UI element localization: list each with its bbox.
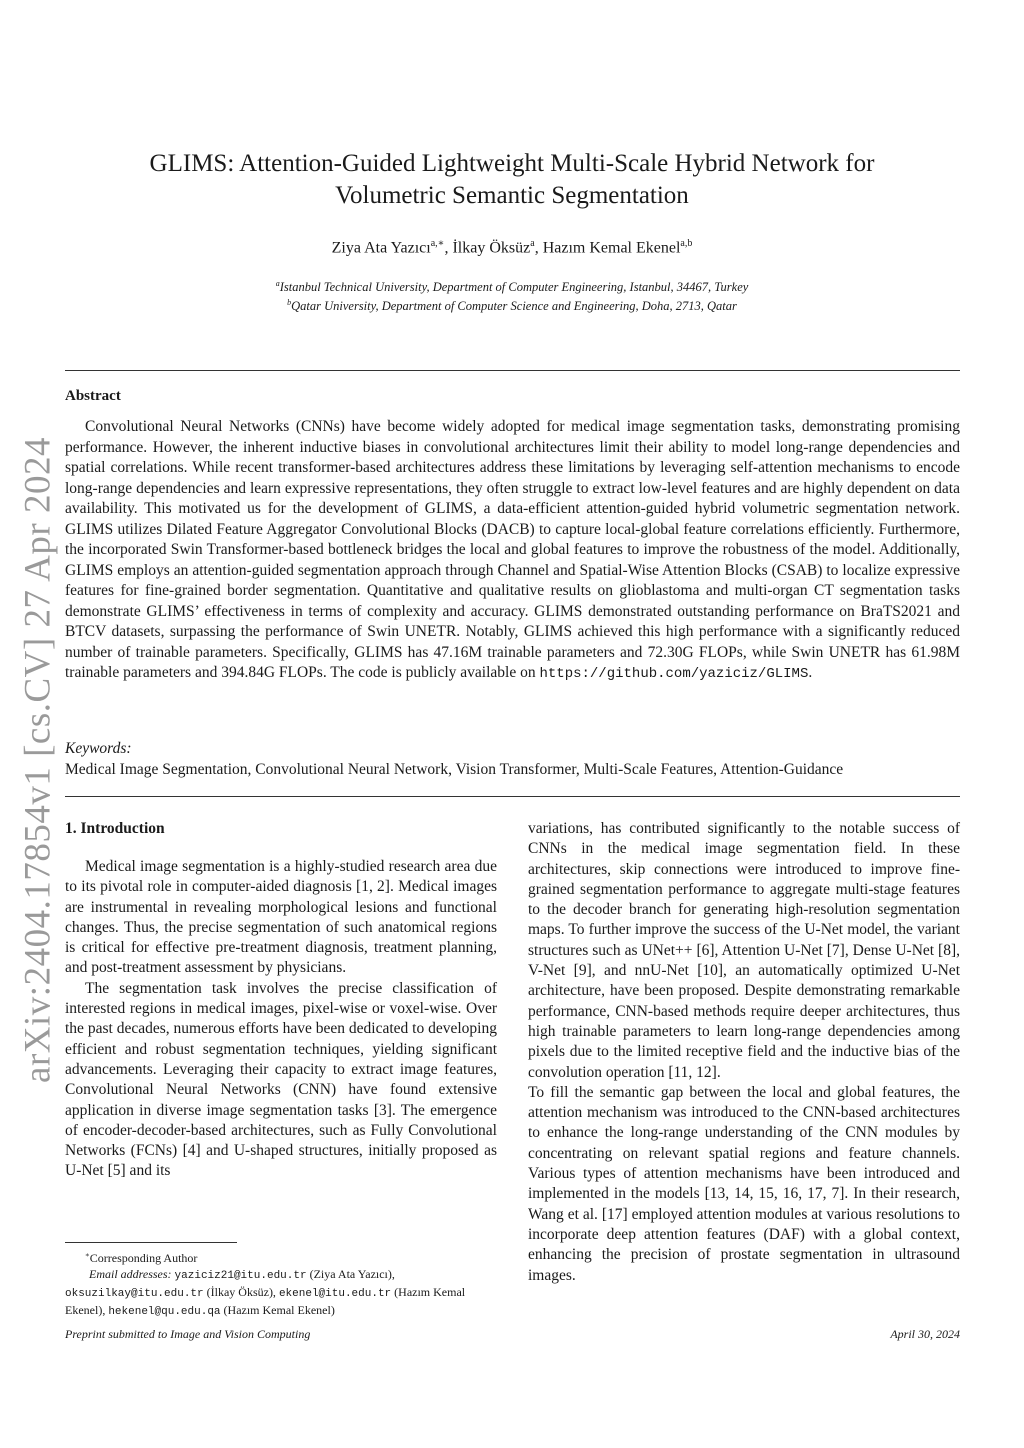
email-label: Email addresses: [89,1267,172,1281]
keywords-text: Medical Image Segmentation, Convolutional Neural Network, Vision Transformer, Multi-Scale Features, Attention-Guidance [65,761,844,778]
email-owner: (Ziya Ata Yazıcı), [309,1267,395,1281]
author-list: Ziya Ata Yazıcı$^{a,∗}$, İlkay Öksüz$^a$, Hazım Kemal Ekenel$^{a,b}$ [331,238,693,257]
keywords-rule [65,796,960,797]
paragraph: To fill the semantic gap between the local and global features, the attention mechanism was introduced to the CNN-based architectures to enhance the long-range understanding of the CNN modules by concentrating on relevant spatial regions and feature channels. Various types of attention mechanisms have been introduced and implemented in the models [13, 14, 15, 16, 17, 7]. In their research, Wang et al. [17] employed attention modules at various resolutions to incorporate deep attention features (DAF) with a global context, enhancing the precision of prostate segmentation in ultrasound images. [528,1083,960,1284]
footer-date: April 30, 2024 [890,1327,960,1341]
email-link[interactable]: ekenel@itu.edu.tr [278,1288,392,1300]
footnote-mark: ∗ [85,1251,90,1259]
affiliation-text: Qatar University, Department of Computer Science and Engineering, Doha, 2713, Qatar [291,299,737,314]
affiliation-mark: b [287,298,292,308]
footer-journal: Preprint submitted to Image and Vision Computing [65,1327,311,1341]
email-link[interactable]: hekenel@qu.edu.qa [108,1306,221,1318]
author-name: İlkay Öksüz [452,239,531,257]
keywords-label: Keywords: [65,740,132,757]
author-sup: a,b [680,238,693,249]
abstract-text: Convolutional Neural Networks (CNNs) have become widely adopted for medical image segmentation tasks, demonstrating promising performance. However, the inherent inductive biases in convolutional architectures limit their ability to model long-range dependencies and spatial correlations. While recent transformer-based architectures address these limitations by leveraging self-attention mechanisms to encode long-range dependencies and learn expressive representations, they often struggle to extract low-level features and are highly dependent on data availability. This motivated us for the development of GLIMS, a data-efficient attention-guided hybrid volumetric segmentation network. GLIMS utilizes Dilated Feature Aggregator Convolutional Blocks (DACB) to capture local-global feature correlations efficiently. Furthermore, the incorporated Swin Transformer-based bottleneck bridges the local and global features to improve the robustness of the model. Additionally, GLIMS employs an attention-guided segmentation approach through Channel and Spatial-Wise Attention Blocks (CSAB) to localize expressive features for fine-grained border segmentation. Quantitative and qualitative results on glioblastoma and multi-organ CT segmentation tasks demonstrate GLIMS’ effectiveness in terms of complexity and accuracy. GLIMS demonstrated outstanding performance on BraTS2021 and BTCV datasets, surpassing the performance of Swin UNETR. Notably, GLIMS achieved this high performance with a significantly reduced number of trainable parameters. Specifically, GLIMS has 47.16M trainable parameters and 72.30G FLOPs, while Swin UNETR has 61.98M trainable parameters and 394.84G FLOPs. The code is publicly available on [65,418,960,681]
paragraph: The segmentation task involves the precise classification of interested regions in medical images, pixel-wise or voxel-wise. Over the past decades, numerous efforts have been dedicated to developing efficient and robust segmentation techniques, yielding significant advancements. Leveraging their capacity to extract image features, Convolutional Neural Networks (CNN) have found extensive application in diverse image segmentation tasks [3]. The emergence of encoder-decoder-based architectures, such as Fully Convolutional Networks (FCNs) [4] and U-shaped structures, initially proposed as U-Net [5] and its [65,979,497,1180]
footnote-rule [65,1242,237,1243]
email-owner: (İlkay Öksüz), [206,1285,276,1299]
code-url-link[interactable]: https://github.com/yaziciz/GLIMS [539,666,809,682]
title-line-1: GLIMS: Attention-Guided Lightweight Multi-Scale Hybrid Network for [149,150,875,177]
arxiv-stamp-text: arXiv:2404.17854v1 [cs.CV] 27 Apr 2024 [17,437,59,1083]
footnote [65,1247,497,1320]
paragraph: variations, has contributed significantly to the notable success of CNNs in the medical image segmentation field. In these architectures, skip connections were introduced to improve fine-grained segmentation performance to aggregate multi-stage features to the decoder branch for generating high-resolution segmentation maps. To further improve the success of the U-Net model, the variant structures such as UNet++ [6], Attention U-Net [7], Dense U-Net [8], V-Net [9], and nnU-Net [10], an automatically optimized U-Net architecture, have been proposed. Despite demonstrating remarkable performance, CNN-based methods require deeper architectures, thus high trainable parameters to learn long-range dependencies among pixels due to the limited receptive field and the inductive bias of the convolution operation [11, 12]. [528,820,960,1081]
author-sup: a [530,238,535,249]
section-heading-introduction: 1. Introduction [65,820,165,837]
corresponding-note [65,1247,497,1266]
author-name: Ziya Ata Yazıcı [331,239,431,257]
left-column [65,857,497,1182]
affiliation-b [80,295,944,314]
affiliations [80,276,944,314]
abstract-heading: Abstract [65,388,121,404]
email-owner: (Hazım Kemal Ekenel) [223,1303,335,1317]
email-owner: (Hazım Kemal Ekenel), [65,1285,466,1317]
email-link[interactable]: oksuzilkay@itu.edu.tr [65,1288,204,1300]
right-column [528,819,960,1286]
abstract-end: . [808,664,813,681]
paragraph: Medical image segmentation is a highly-studied research area due to its pivotal role in computer-aided diagnosis [1, 2]. Medical images are instrumental in revealing morphological lesions and functional changes. Thus, the precise segmentation of such anatomical regions is critical for effective pre-treatment diagnosis, treatment planning, and post-treatment assessment by physicians. [65,858,497,977]
paper-title [80,148,944,212]
abstract-body [65,417,960,685]
email-link[interactable]: yaziciz21@itu.edu.tr [174,1270,307,1282]
affiliation-text: Istanbul Technical University, Department of Computer Engineering, Istanbul, 34467, Turkey [279,280,749,295]
arxiv-stamp [8,437,68,1083]
email-block [65,1266,497,1320]
top-rule [65,370,960,371]
corresponding-text: Corresponding Author [89,1251,198,1265]
author-name: Hazım Kemal Ekenel [542,239,681,257]
affiliation-mark: a [275,279,280,288]
author-sup: a,∗ [430,238,445,249]
title-line-2: Volumetric Semantic Segmentation [335,182,689,209]
affiliation-a [80,276,944,295]
